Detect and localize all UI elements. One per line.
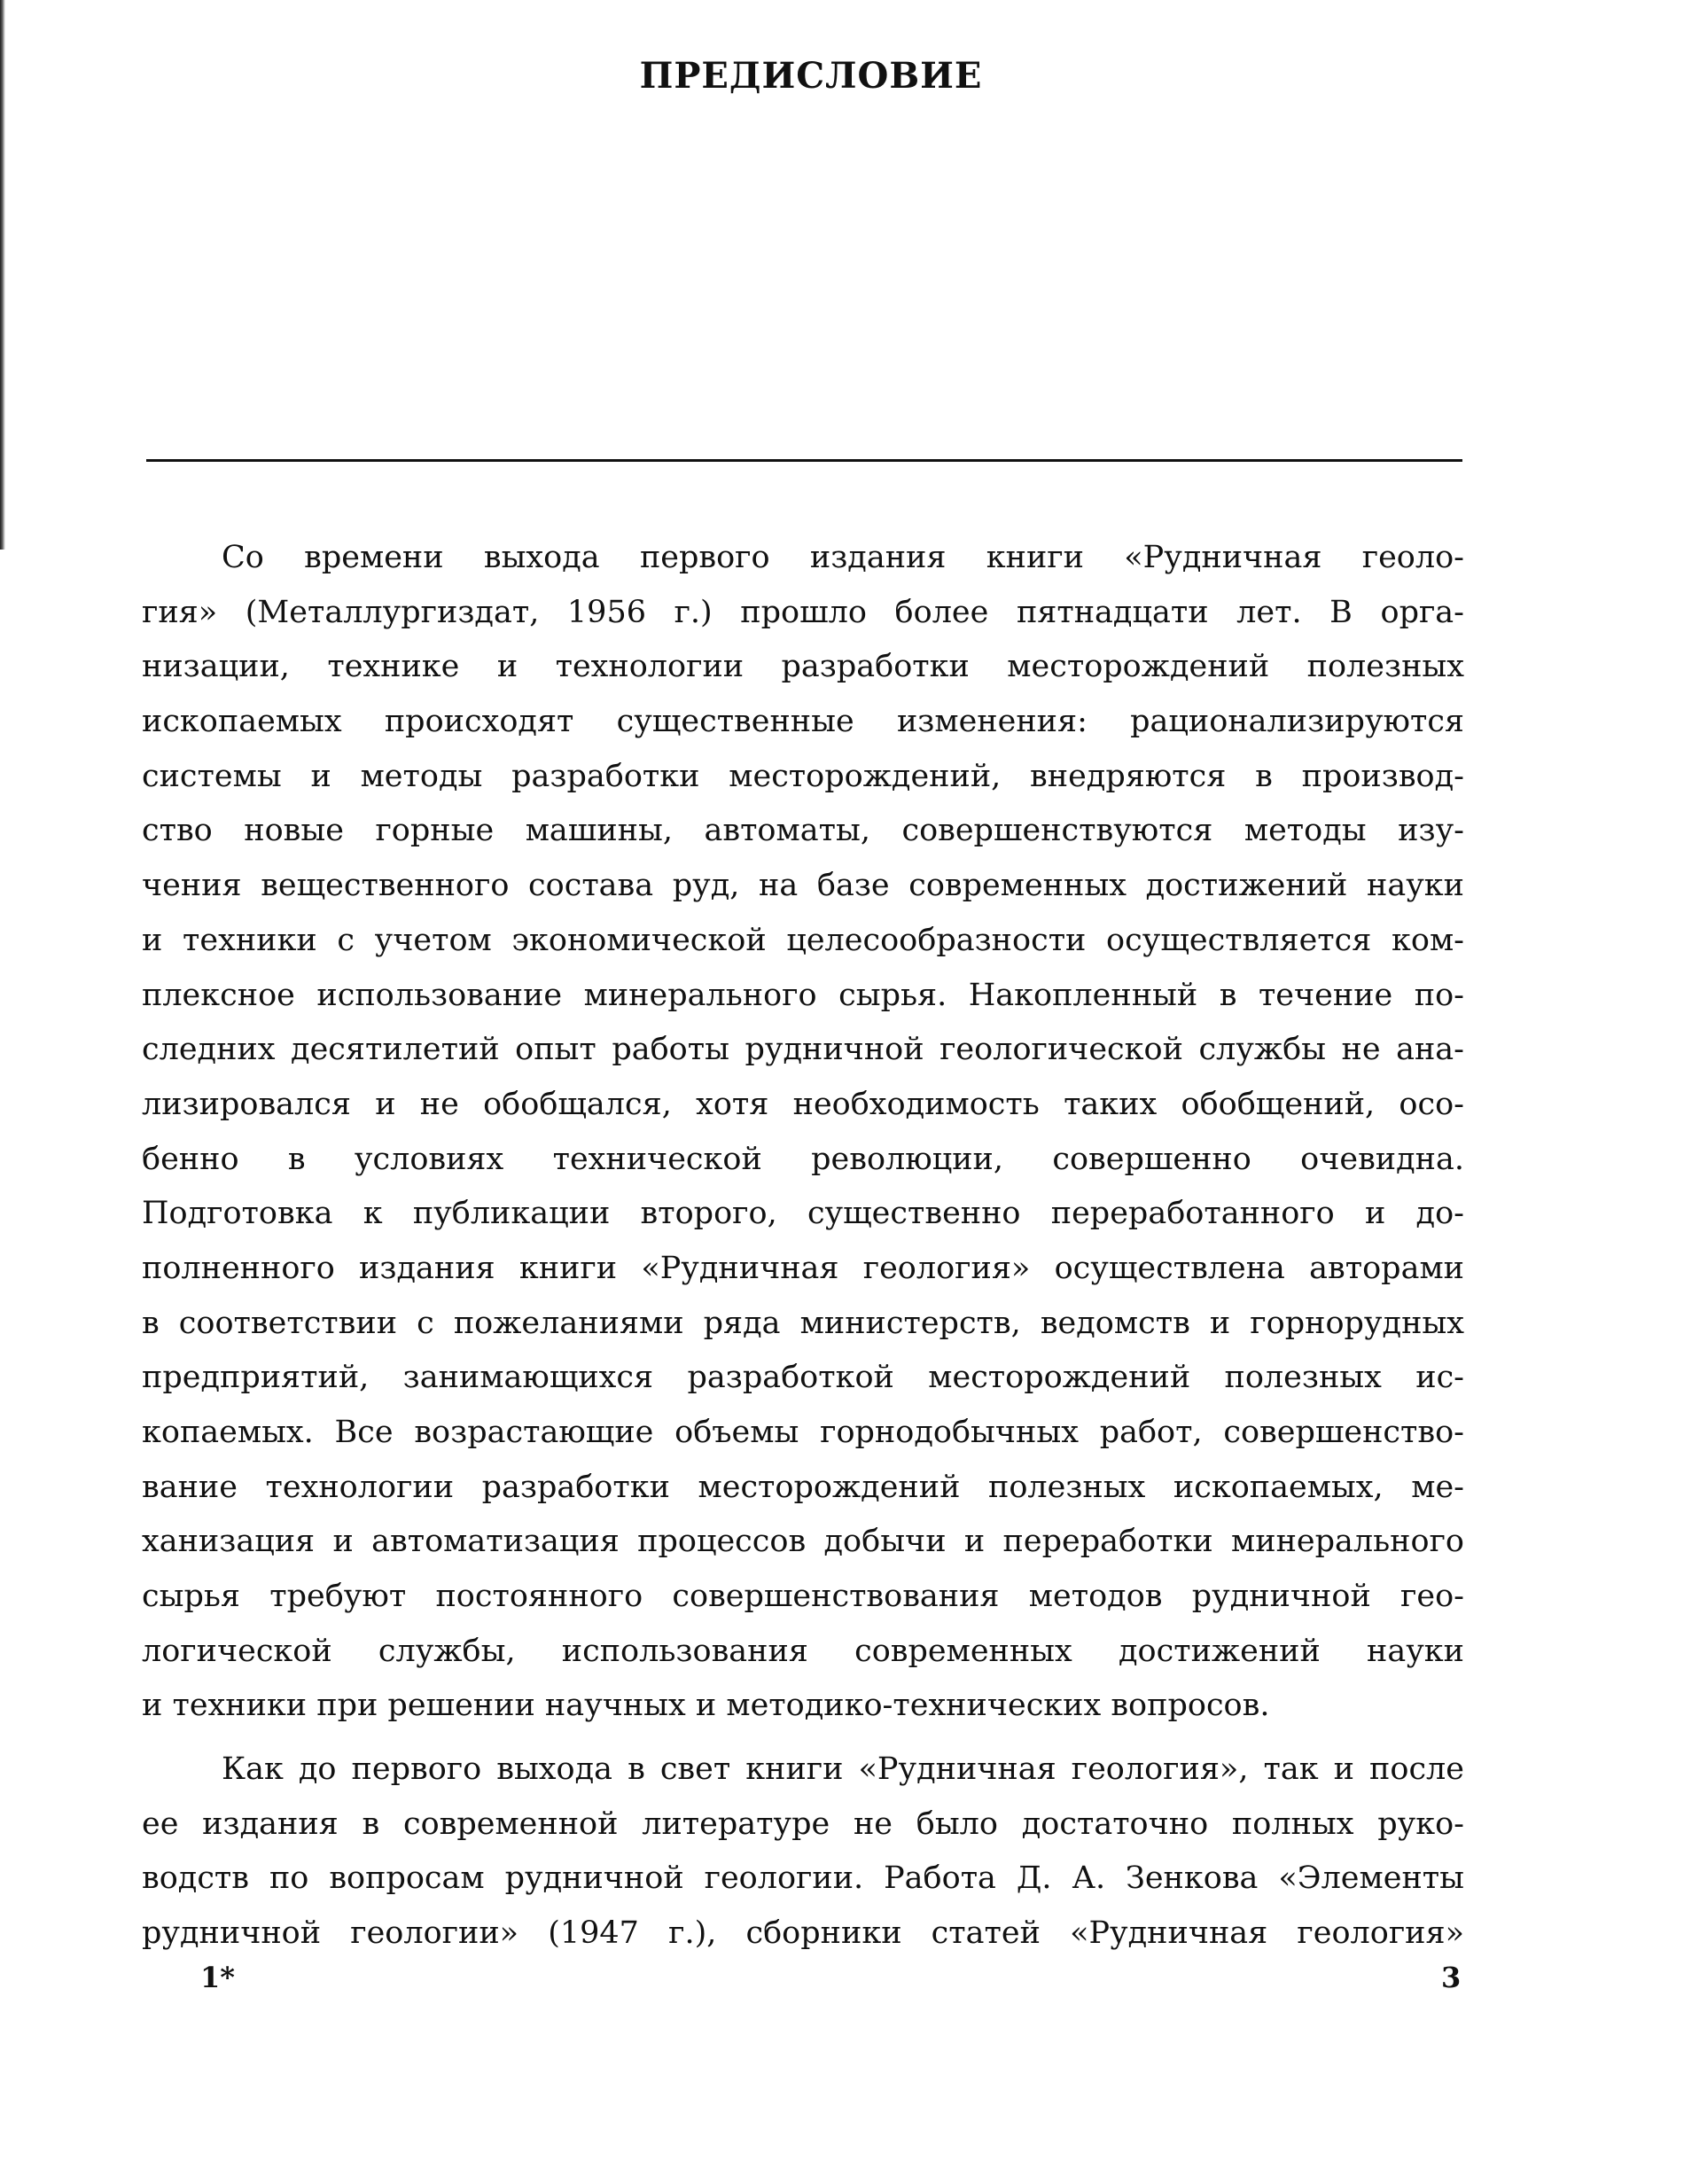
text-line: сырья требуют постоянного совершенствования методов рудничной гео- (142, 1579, 1464, 1615)
text-line: вание технологии разработки месторождений полезных ископаемых, ме- (142, 1469, 1464, 1505)
text-line: ство новые горные машины, автоматы, совершенствуются методы изу- (142, 813, 1464, 849)
text-line: полненного издания книги «Рудничная геология» осуществлена авторами (142, 1250, 1464, 1286)
text-line: логической службы, использования современных достижений науки (142, 1633, 1464, 1669)
text-line: лизировался и не обобщался, хотя необходимость таких обобщений, осо- (142, 1086, 1464, 1122)
text-line: рудничной геологии» (1947 г.), сборники статей «Рудничная геология» (142, 1915, 1464, 1952)
signature-mark: 1* (200, 1961, 235, 1994)
text-line: копаемых. Все возрастающие объемы горнодобычных работ, совершенство- (142, 1415, 1464, 1450)
text-line: ископаемых происходят существенные изменения: рационализируются (142, 704, 1464, 740)
page-title: ПРЕДИСЛОВИЕ (639, 55, 983, 97)
text-line: предприятий, занимающихся разработкой месторождений полезных ис- (142, 1360, 1464, 1396)
text-line: Как до первого выхода в свет книги «Рудничная геология», так и после (222, 1751, 1464, 1787)
paragraph-2 (142, 1743, 1464, 1962)
horizontal-rule (146, 459, 1462, 462)
text-line: и техники при решении научных и методико-технических вопросов. (142, 1688, 1270, 1724)
text-line: в соответствии с пожеланиями ряда министерств, ведомств и горнорудных (142, 1305, 1464, 1341)
text-line: водств по вопросам рудничной геологии. Работа Д. А. Зенкова «Элементы (142, 1860, 1464, 1897)
text-line: Подготовка к публикации второго, существенно переработанного и до- (142, 1196, 1464, 1232)
text-line: бенно в условиях технической революции, совершенно очевидна. (142, 1141, 1464, 1177)
text-line: и техники с учетом экономической целесообразности осуществляется ком- (142, 922, 1464, 958)
text-line: ханизация и автоматизация процессов добычи и переработки минерального (142, 1524, 1464, 1560)
text-line: низации, технике и технологии разработки месторождений полезных (142, 649, 1464, 685)
text-line: ее издания в современной литературе не было достаточно полных руко- (142, 1806, 1464, 1842)
text-line: чения вещественного состава руд, на базе современных достижений науки (142, 868, 1464, 904)
page-number: 3 (1441, 1961, 1462, 1994)
paragraph-1 (142, 531, 1464, 1734)
text-line: Со времени выхода первого издания книги «Рудничная геоло- (222, 540, 1464, 575)
text-line: гия» (Металлургиздат, 1956 г.) прошло более пятнадцати лет. В орга- (142, 594, 1464, 630)
text-line: следних десятилетий опыт работы рудничной геологической службы не ана- (142, 1032, 1464, 1068)
text-line: системы и методы разработки месторождений, внедряются в производ- (142, 758, 1464, 794)
text-line: плексное использование минерального сырья. Накопленный в течение по- (142, 977, 1464, 1013)
